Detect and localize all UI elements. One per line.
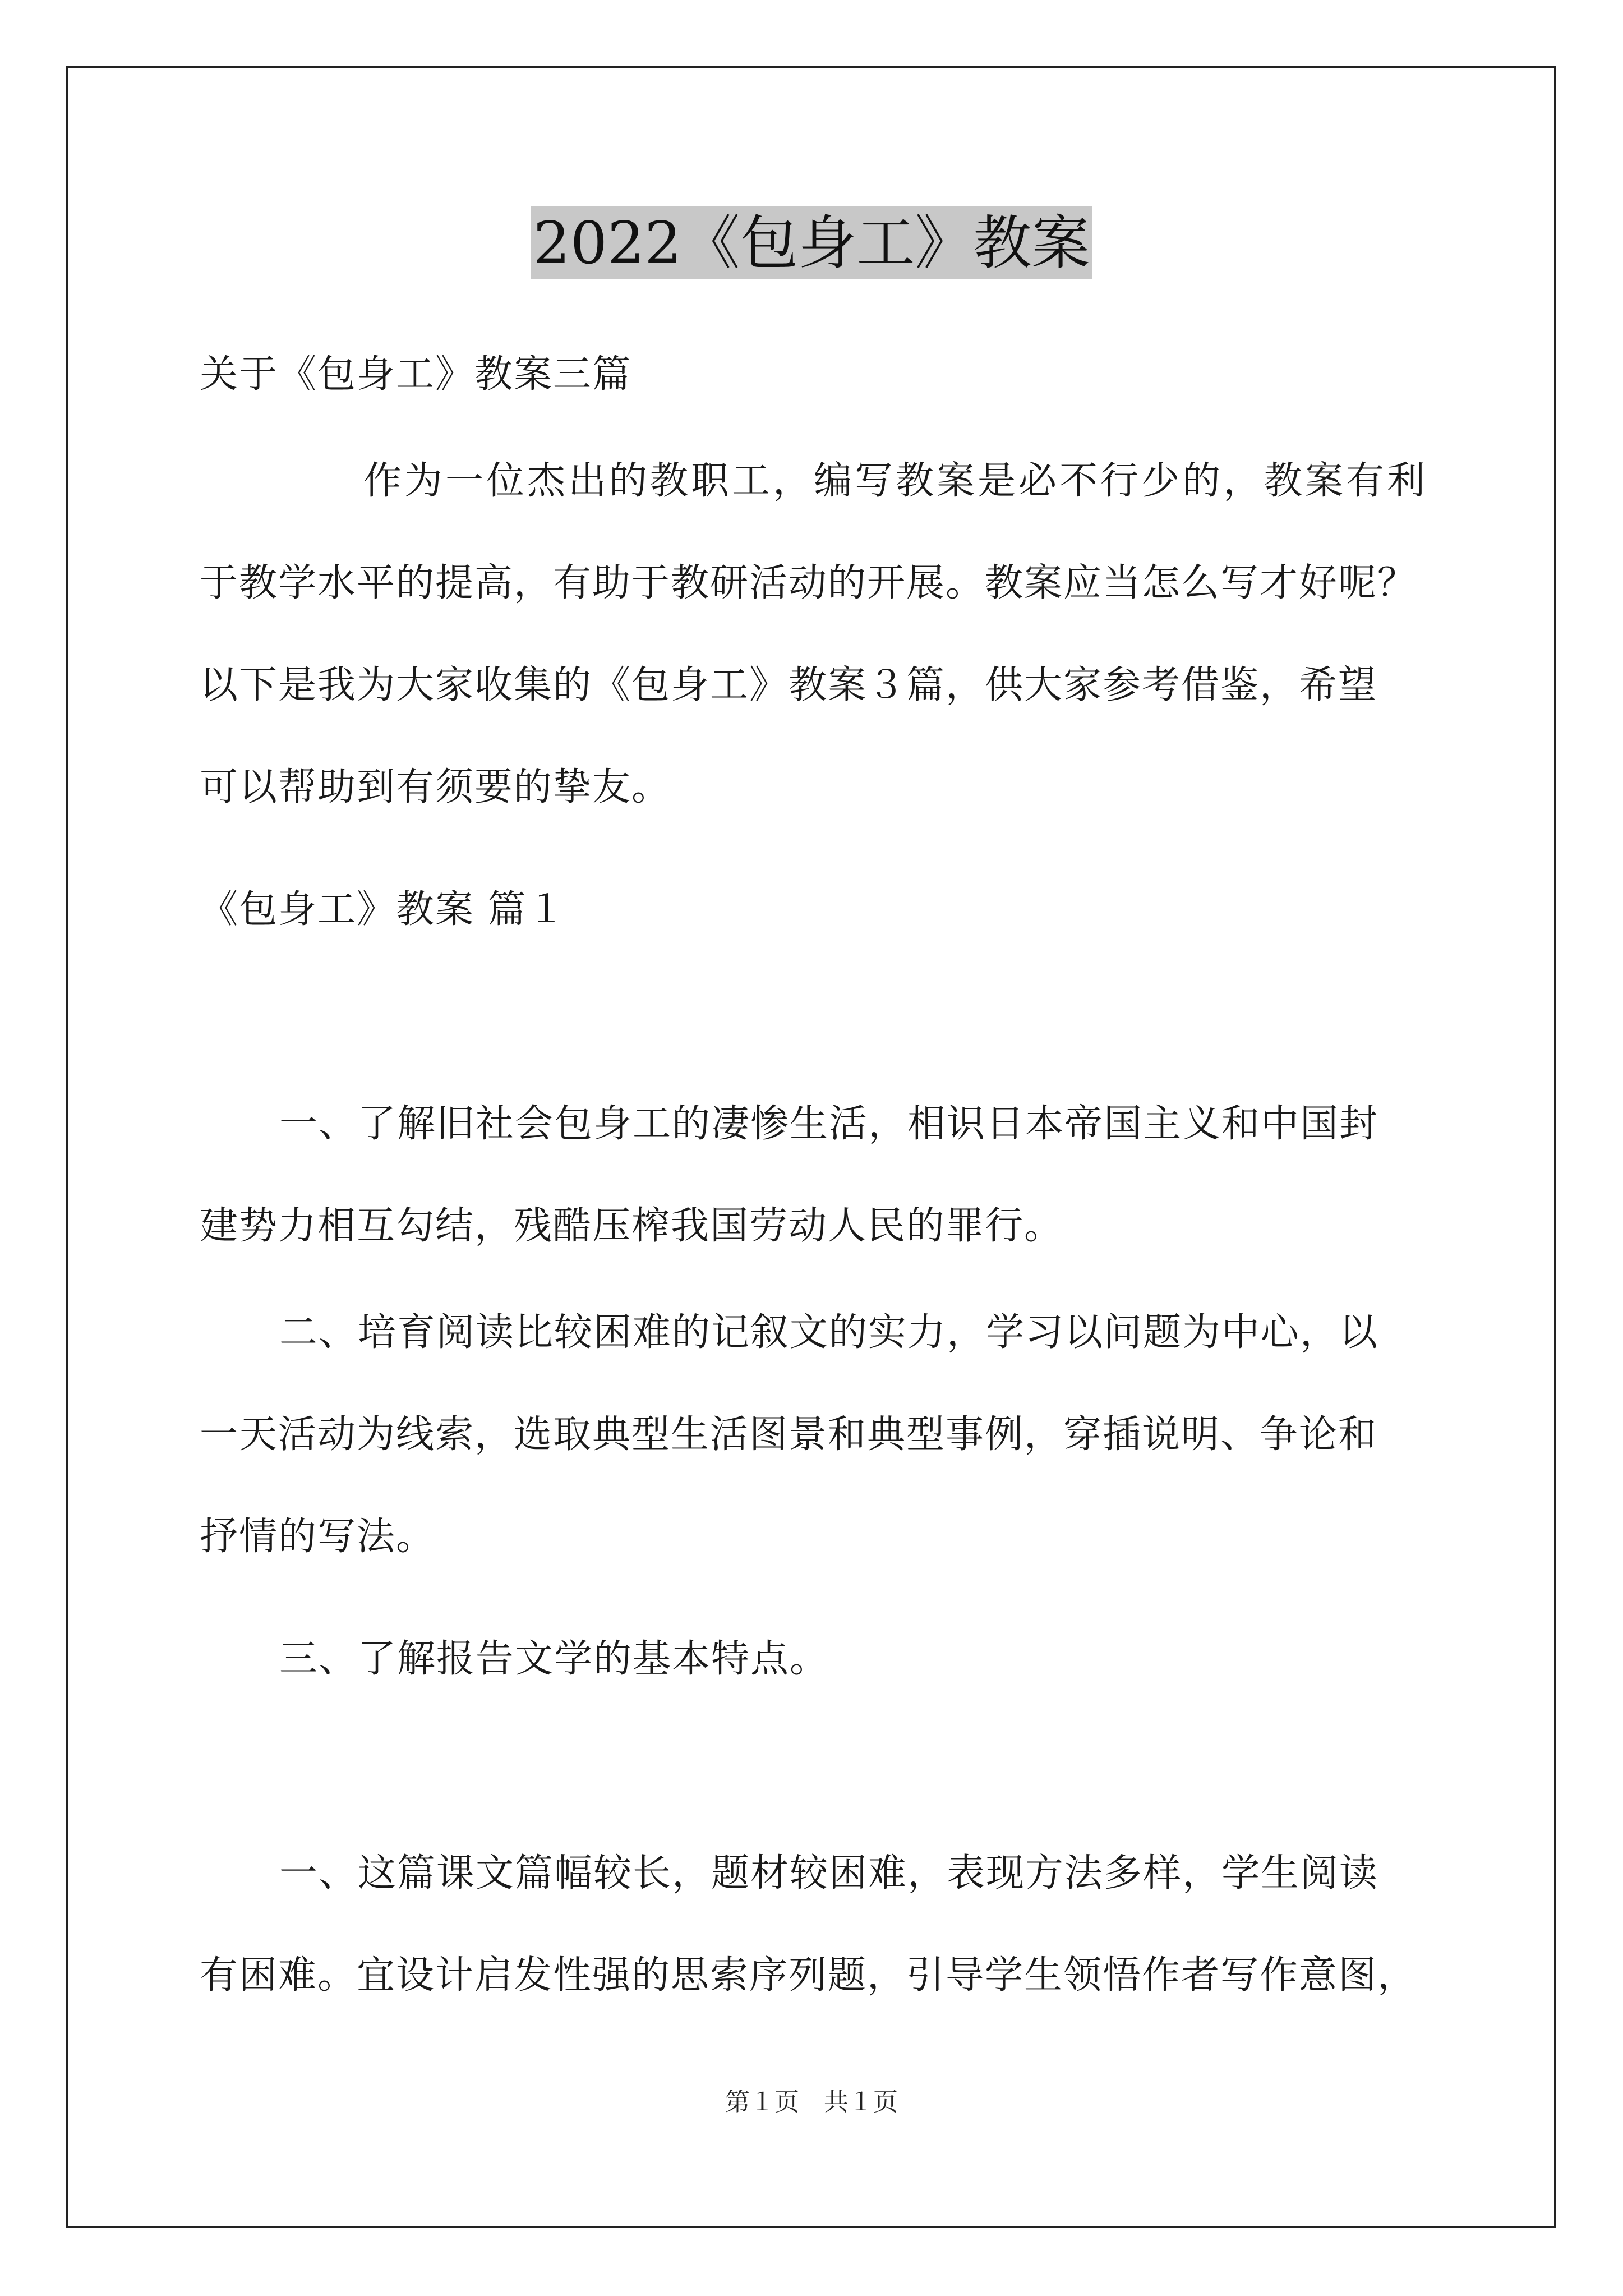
goal-3-line: 三、了解报告文学的基本特点。 xyxy=(279,1637,829,1681)
intro-line-3: 以下是我为大家收集的《包身工》教案３篇，供大家参考借鉴，希望 xyxy=(200,663,1378,707)
goal-2-line-3: 抒情的写法。 xyxy=(200,1515,436,1559)
goal-1-line-1: 一、了解旧社会包身工的凄惨生活，相识日本帝国主义和中国封 xyxy=(279,1102,1379,1146)
intro-line-1: 作为一位杰出的教职工，编写教案是必不行少的，教案有利 xyxy=(363,459,1428,503)
goal-2-line-1: 二、培育阅读比较困难的记叙文的实力，学习以问题为中心，以 xyxy=(279,1310,1379,1355)
intro-line-2: 于教学水平的提高，有助于教研活动的开展。教案应当怎么写才好呢？ xyxy=(200,561,1417,605)
section-heading: 《包身工》教案 篇１ xyxy=(200,887,566,932)
goal-1-line-2: 建势力相互勾结，残酷压榨我国劳动人民的罪行。 xyxy=(200,1204,1064,1248)
document-subtitle: 关于《包身工》教案三篇 xyxy=(200,352,632,397)
analysis-1-line-2: 有困难。宜设计启发性强的思索序列题，引导学生领悟作者写作意图， xyxy=(200,1953,1417,1998)
goal-2-line-2: 一天活动为线索，选取典型生活图景和典型事例，穿插说明、争论和 xyxy=(200,1412,1378,1457)
analysis-1-line-1: 一、这篇课文篇幅较长，题材较困难，表现方法多样，学生阅读 xyxy=(279,1851,1379,1895)
intro-line-4: 可以帮助到有须要的挚友。 xyxy=(200,765,671,809)
page-footer: 第１页 共１页 xyxy=(725,2088,898,2116)
title-wrap xyxy=(0,206,1623,279)
document-title: 2022《包身工》教案 xyxy=(531,206,1092,279)
